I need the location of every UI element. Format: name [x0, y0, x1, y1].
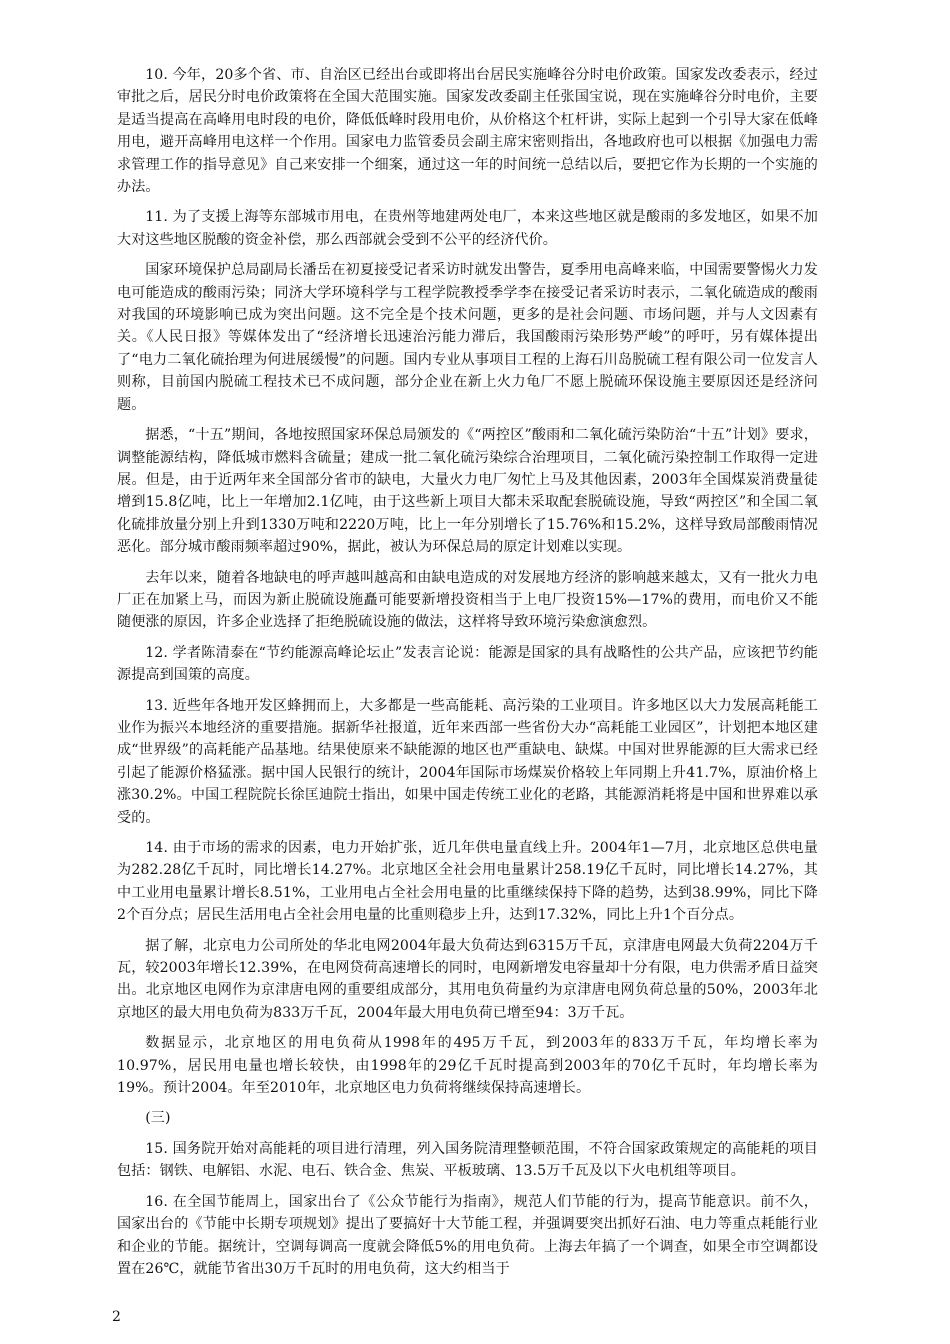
paragraph-10-peak-valley-pricing: 10. 今年，20多个省、市、自治区已经出台或即将出台居民实施峰谷分时电价政策。国家发改委表示，经过审批之后，居民分时电价政策将在全国大范围实施。国家发改委副主任张国宝说，现在实施峰谷分时电价，主要是适当提高在高峰用电时段的电价，降低低峰时段用电价，从价格这个杠杆讲，实际上起到一个引导大家在低峰用电，避开高峰用电这样一个作用。国家电力监管委员会副主席宋密则指出，各地政府也可以根据《加强电力需求管理工作的指导意见》自己来安排一个细案，通过这一年的时间统一总结以后，要把它作为长期的一个实施的办法。 [117, 67, 818, 196]
paragraph-11-acid-rain-west: 11. 为了支援上海等东部城市用电，在贵州等地建两处电厂，本来这些地区就是酸雨的多发地区，如果不加大对这些地区脱酸的资金补偿，那么西部就会受到不公平的经济代价。 [117, 209, 818, 248]
paragraph-beijing-load-growth: 数据显示，北京地区的用电负荷从1998年的495万千瓦，到2003年的833万千瓦，年均增长率为10.97%，居民用电量也增长较快，由1998年的29亿千瓦时提高到2003年的70亿千瓦时，年均增长率为19%。预计2004。年至2010年，北京地区电力负荷将继续保持高速增长。 [117, 1035, 818, 1097]
paragraph-15-project-cleanup: 15. 国务院开始对高能耗的项目进行清理，列入国务院清理整顿范围，不符合国家政策规定的高能耗的项目包括：钢铁、电解铝、水泥、电石、铁合金、焦炭、平板玻璃、13.5万千瓦及以下火电机组等项目。 [117, 1140, 818, 1180]
paragraph-16-energy-saving-guide: 16. 在全国节能周上，国家出台了《公众节能行为指南》，规范人们节能的行为，提高节能意识。前不久，国家出台的《节能中长期专项规划》提出了要搞好十大节能工程，并强调要突出抓好石油、电力等重点耗能行业和企业的节能。据统计，空调每调高一度就会降低5%的用电负荷。上海去年搞了一个调查，如果全市空调都设置在26℃，就能节省出30万千瓦时的用电负荷，这大约相当于 [117, 1193, 818, 1277]
paragraph-desulfurization-refusal: 去年以来，随着各地缺电的呼声越叫越高和由缺电造成的对发展地方经济的影响越来越太，又有一批火力电厂正在加紧上马，而因为新止脱硫设施矗可能要新增投资相当于上电厂投资15%—17%的费用，而电价又不能随便涨的原因，许多企业选择了拒绝脱硫设施的做法，这样将导致环境污染愈演愈烈。 [117, 569, 818, 631]
page-number: 2 [112, 1309, 121, 1325]
paragraph-acid-rain-warning: 国家环境保护总局副局长潘岳在初夏接受记者采访时就发出警告，夏季用电高峰来临，中国需要警惕火力发电可能造成的酸雨污染；同济大学环境科学与工程学院教授季学李在接受记者采访时表示，二氧化硫造成的酸雨对我国的环境影响已成为突出问题。这不完全是个技术问题，更多的是社会问题、市场问题，并与人文因素有关。《人民日报》等媒体发出了“经济增长迅速治污能力滞后，我国酸雨污染形势严峻”的呼吁，另有媒体提出了“电力二氧化硫抬理为何进展缓慢”的问题。国内专业从事项目工程的上海石川岛脱硫工程有限公司一位发言人则称，目前国内脱硫工程技术已不成问题，部分企业在新上火力龟厂不愿上脱硫环保设施主要原因还是经济问题。 [117, 262, 818, 413]
paragraph-north-china-grid-load: 据了解，北京电力公司所处的华北电网2004年最大负荷达到6315万千瓦，京津唐电网最大负荷2204万千瓦，较2003年增长12.39%，在电网贷荷高速增长的同时，电网新增发电容量却十分有限，电力供需矛盾日益突出。北京地区电网作为京津唐电网的重要组成部分，其用电负荷量约为京津唐电网负荷总量的50%，2003年北京地区的最大用电负荷为833万千瓦，2004年最大用电负荷已增至94：3万千瓦。 [117, 937, 818, 1021]
paragraph-13-high-energy-industry: 13. 近些年各地开发区蜂拥而上，大多都是一些高能耗、高污染的工业项目。许多地区以大力发展高耗能工业作为振兴本地经济的重要措施。据新华社报道，近年来西部一些省份大办“高耗能工业园区”，计划把本地区建成“世界级”的高耗能产品基地。结果使原来不缺能源的地区也严重缺电、缺煤。中国对世界能源的巨大需求已经引起了能源价格猛涨。据中国人民银行的统计，2004年国际市场煤炭价格较上年同期上升41.7%，原油价格上涨30.2%。中国工程院院长徐匡迪院士指出，如果中国走传统工业化的老路，其能源消耗将是中国和世界难以承受的。 [117, 697, 818, 826]
section-heading-three: (三) [145, 1110, 171, 1127]
document-body [117, 64, 818, 1280]
paragraph-12-energy-policy: 12. 学者陈清泰在“节约能源高峰论坛止”发表言论说：能源是国家的具有战略性的公共产品，应该把节约能源提高到国策的高度。 [117, 644, 818, 684]
paragraph-two-control-zones: 据悉，“十五”期间，各地按照国家环保总局颁发的《“两控区”酸雨和二氧化硫污染防治“十五”计划》要求，调整能源结构，降低城市燃料含硫量；建成一批二氧化硫污染综合治理项目，二氧化硫污染控制工作取得一定进展。但是，由于近两年来全国部分省市的缺电，大量火力电厂匆忙上马及其他因素，2003年全国煤炭消费量徒增到15.8亿吨，比上一年增加2.1亿吨，由于这些新上项目大都未采取配套脱硫设施，导致“两控区”和全国二氧化硫排放量分别上升到1330万吨和2220万吨，比上一年分别增长了15.76%和15.2%，这样导致局部酸雨情况恶化。部分城市酸雨频率超过90%，据此，被认为环保总局的原定计划难以实现。 [117, 427, 818, 556]
paragraph-14-beijing-electricity: 14. 由于市场的需求的因素，电力开始扩张，近几年供电量直线上升。2004年1—7月，北京地区总供电量为282.28亿千瓦时，同比增长14.27%。北京地区全社会用电量累计258.19亿千瓦时，同比增长14.27%，其中工业用电量累计增长8.51%，工业用电占全社会用电量的比重继续保持下降的趋势，达到38.99%，同比下降2个百分点；居民生活用电占全社会用电量的比重则稳步上升，达到17.32%，同比上升1个百分点。 [117, 840, 818, 924]
